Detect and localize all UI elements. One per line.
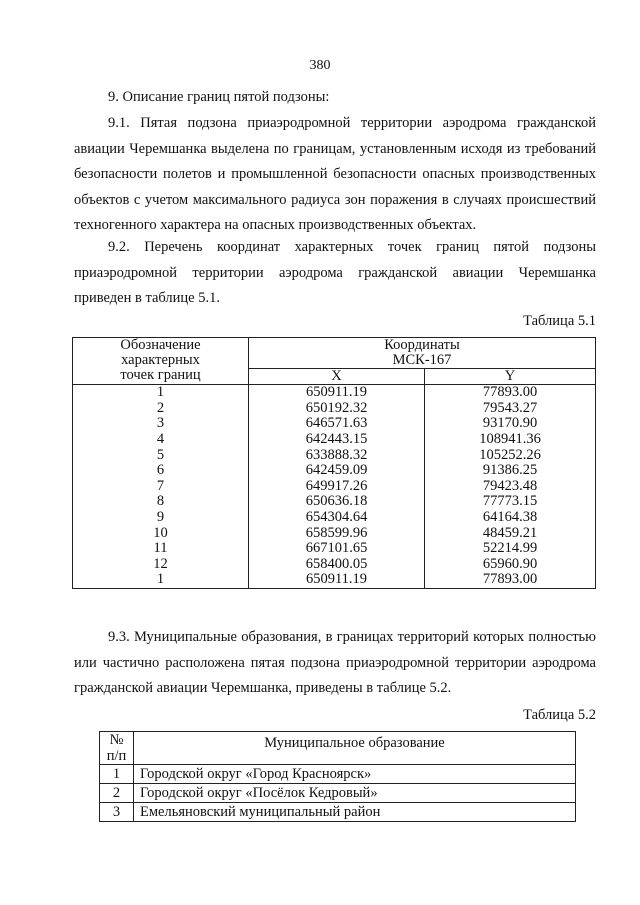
cell-municipality: Городской округ «Посёлок Кедровый» [134, 784, 576, 803]
cell-number: 2 [100, 784, 134, 803]
cell-point: 3 [73, 416, 249, 432]
page-number: 380 [309, 58, 331, 73]
cell-y: 52214.99 [425, 541, 596, 557]
cell-point: 11 [73, 541, 249, 557]
cell-x: 649917.26 [249, 479, 425, 495]
cell-y: 64164.38 [425, 510, 596, 526]
cell-municipality: Емельяновский муниципальный район [134, 803, 576, 822]
cell-y: 77893.00 [425, 572, 596, 588]
table-row [100, 765, 576, 784]
header-number [100, 732, 134, 765]
header-x: X [249, 369, 425, 385]
municipalities-body [100, 765, 576, 822]
paragraph-9-2: 9.2. Перечень координат характерных точек границ пятой подзоны приаэродромной территории аэродрома гражданской авиации Черемшанка приведен в таблице 5.1. [74, 239, 596, 306]
table-row [73, 525, 596, 541]
cell-point: 1 [73, 572, 249, 588]
cell-y: 48459.21 [425, 525, 596, 541]
cell-y: 93170.90 [425, 416, 596, 432]
table-row [73, 447, 596, 463]
cell-x: 650911.19 [249, 385, 425, 401]
cell-x: 667101.65 [249, 541, 425, 557]
header-point-line-3: точек границ [120, 367, 201, 383]
cell-municipality: Городской округ «Город Красноярск» [134, 765, 576, 784]
header-point-line-1: Обозначение [120, 337, 201, 353]
cell-point: 8 [73, 494, 249, 510]
cell-y: 105252.26 [425, 447, 596, 463]
cell-x: 658400.05 [249, 557, 425, 573]
table-row [73, 557, 596, 573]
cell-number: 1 [100, 765, 134, 784]
table-5-2-caption: Таблица 5.2 [523, 707, 596, 723]
table-row [73, 416, 596, 432]
cell-point: 9 [73, 510, 249, 526]
cell-x: 646571.63 [249, 416, 425, 432]
table-row [73, 432, 596, 448]
cell-x: 642443.15 [249, 432, 425, 448]
coordinates-body [73, 385, 596, 589]
table-5-1-caption: Таблица 5.1 [523, 313, 596, 329]
cell-point: 10 [73, 525, 249, 541]
cell-y: 91386.25 [425, 463, 596, 479]
cell-x: 633888.32 [249, 447, 425, 463]
municipalities-table [99, 731, 576, 822]
table-row [100, 803, 576, 822]
paragraph-9-1: 9.1. Пятая подзона приаэродромной территории аэродрома гражданской авиации Черемшанка выделена по границам, установленным исходя из требований безопасности полетов и промышленной безопасности опасных производственных объектов с учетом максимального радиуса зон поражения в случаях происшествий техногенного характера на опасных производственных объектах. [74, 115, 596, 233]
cell-y: 108941.36 [425, 432, 596, 448]
cell-point: 4 [73, 432, 249, 448]
cell-y: 65960.90 [425, 557, 596, 573]
coordinates-table [72, 337, 596, 589]
section-heading: 9. Описание границ пятой подзоны: [108, 89, 330, 105]
table-row [73, 463, 596, 479]
cell-y: 77893.00 [425, 385, 596, 401]
header-point-designation [73, 338, 249, 385]
table-row [73, 494, 596, 510]
table-row [73, 385, 596, 401]
paragraph-9-3: 9.3. Муниципальные образования, в границах территорий которых полностью или частично расположена пятая подзона приаэродромной территории аэродрома гражданской авиации Черемшанка, приведены в таблице 5.2. [74, 629, 596, 696]
table-row [100, 784, 576, 803]
header-coordinates-line-2: МСК-167 [392, 352, 452, 368]
cell-point: 2 [73, 401, 249, 417]
header-municipality: Муниципальное образование [134, 732, 576, 765]
cell-point: 1 [73, 385, 249, 401]
cell-point: 6 [73, 463, 249, 479]
cell-x: 642459.09 [249, 463, 425, 479]
table-row [73, 479, 596, 495]
cell-x: 650192.32 [249, 401, 425, 417]
cell-x: 654304.64 [249, 510, 425, 526]
cell-x: 650636.18 [249, 494, 425, 510]
cell-y: 79423.48 [425, 479, 596, 495]
header-number-line-1: № [109, 732, 124, 748]
table-row [73, 510, 596, 526]
cell-x: 658599.96 [249, 525, 425, 541]
table-row [73, 541, 596, 557]
header-coordinates [249, 338, 596, 369]
cell-point: 5 [73, 447, 249, 463]
header-point-line-2: характерных [121, 352, 200, 368]
table-row [73, 401, 596, 417]
cell-point: 7 [73, 479, 249, 495]
cell-number: 3 [100, 803, 134, 822]
cell-x: 650911.19 [249, 572, 425, 588]
header-y: Y [425, 369, 596, 385]
header-number-line-2: п/п [106, 748, 127, 764]
cell-point: 12 [73, 557, 249, 573]
header-coordinates-line-1: Координаты [384, 337, 460, 353]
cell-y: 79543.27 [425, 401, 596, 417]
table-row [73, 572, 596, 588]
cell-y: 77773.15 [425, 494, 596, 510]
